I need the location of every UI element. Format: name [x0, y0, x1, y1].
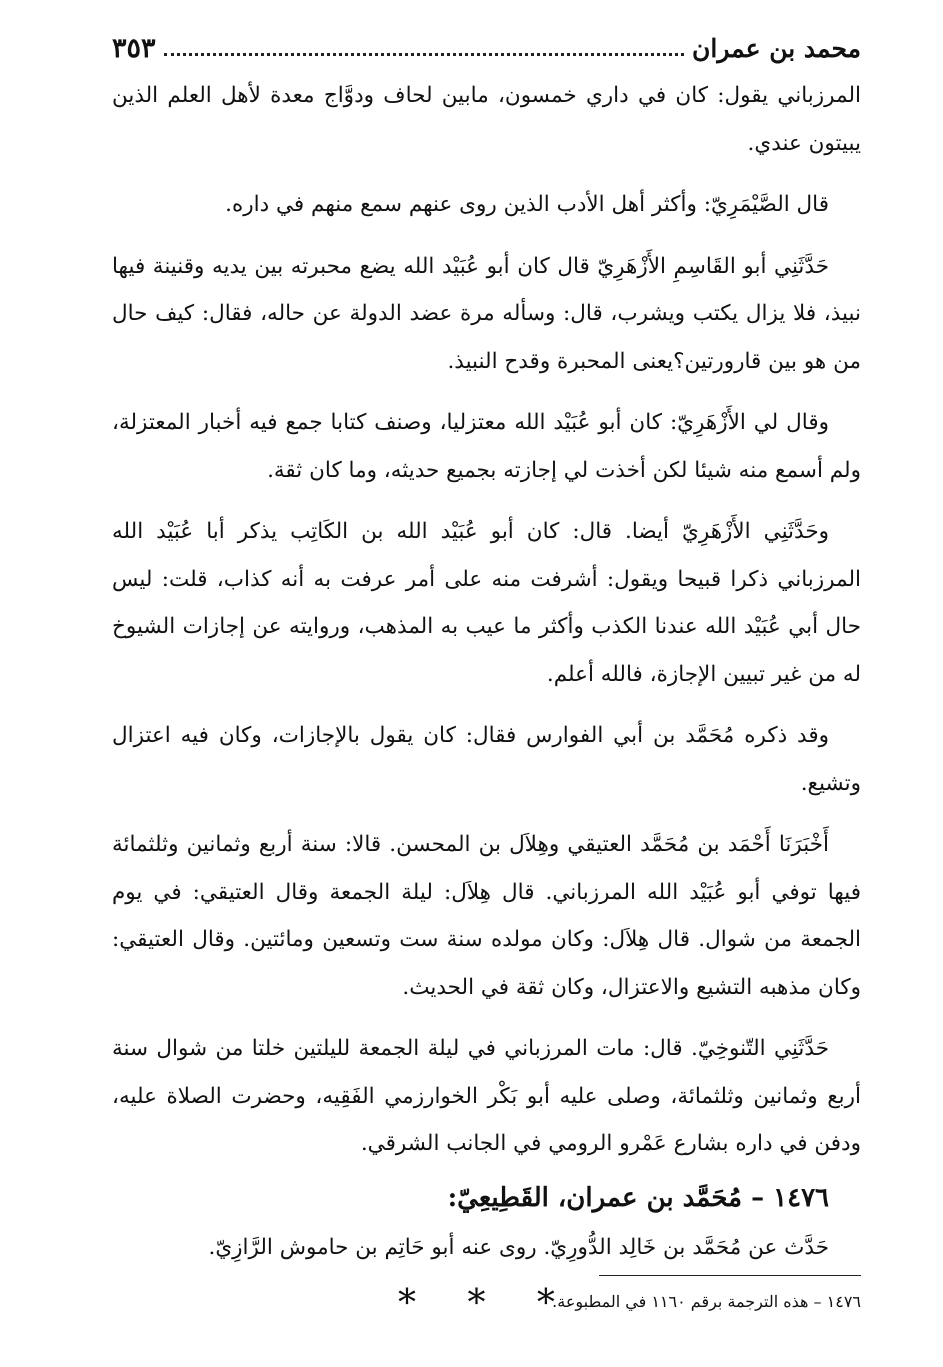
entry-text: حَدَّث عن مُحَمَّد بن خَالِد الدُّورِيّ. روى عنه أبو حَاتِم بن حاموش الرَّازِيّ.: [208, 1234, 829, 1260]
main-text: [112, 72, 861, 1329]
footnote-rule: [599, 1275, 861, 1276]
paragraph: وقال لي الأَزْهَرِيّ: كان أبو عُبَيْد الله معتزليا، وصنف كتابا جمع فيه أخبار المعتزلة، ولم أسمع منه شيئا لكن أخذت لي إجازته بجميع حديثه، وما كان ثقة.: [112, 410, 861, 483]
paragraph: حَدَّثَنِي التّنوخِيّ. قال: مات المرزباني في ليلة الجمعة لليلتين خلتا من شوال سنة أربع وثمانين وثلثمائة، وصلى عليه أبو بَكْر الخوارزمي الفَقِيه، وحضرت الصلاة عليه، ودفن في داره بشارع عَمْرو الرومي في الجانب الشرقي.: [112, 1036, 861, 1156]
paragraph: حَدَّثَنِي أبو القَاسِمِ الأَزْهَرِيّ قال كان أبو عُبَيْد الله يضع محبرته بين يديه وقنينة فيها نبيذ، فلا يزال يكتب ويشرب، قال: وسأله مرة عضد الدولة عن حاله، فقال: كيف حال من هو بين قارورتين؟يعنى المحبرة وقدح النبيذ.: [112, 253, 861, 374]
entry-heading: ١٤٧٦ – مُحَمَّد بن عمران، القَطِيعِيّ:: [447, 1182, 829, 1213]
page-number: ٣٥٣: [112, 32, 156, 64]
running-title: محمد بن عمران: [692, 33, 861, 63]
header-dotted-leader: [164, 53, 685, 56]
paragraph: وحَدَّثَنِي الأَزْهَرِيّ أيضا. قال: كان أبو عُبَيْد الله بن الكَاتِب يذكر أبا عُبَيْد الله المرزباني ذكرا قبيحا ويقول: أشرفت منه على أمر عرفت به أنه كذاب، قلت: ليس حال أبي عُبَيْد الله عندنا الكذب وأكثر ما عيب به المذهب، وروايته عن إجازات الشيوخ له من غير تبيين الإجازة، فالله أعلم.: [112, 519, 861, 687]
page-header: [112, 28, 861, 68]
paragraph: قال الصَّيْمَرِيّ: وأكثر أهل الأدب الذين روى عنهم سمع منهم في داره.: [225, 192, 829, 217]
section-separator: * * *: [398, 1283, 575, 1324]
paragraph: المرزباني يقول: كان في داري خمسون، مابين لحاف ودوَّاج معدة لأهل العلم الذين يبيتون عندي.: [112, 83, 861, 156]
footnote: ١٤٧٦ – هذه الترجمة برقم ١١٦٠ في المطبوعة.: [552, 1292, 861, 1311]
paragraph: أَخْبَرَنَا أَحْمَد بن مُحَمَّد العتيقي وهِلاَل بن المحسن. قالا: سنة أربع وثمانين وثلثمائة فيها توفي أبو عُبَيْد الله المرزباني. قال هِلاَل: ليلة الجمعة وقال العتيقي: في يوم الجمعة من شوال. قال هِلاَل: وكان مولده سنة ست وتسعين ومائتين. وقال العتيقي: وكان مذهبه التشيع والاعتزال، وكان ثقة في الحديث.: [112, 832, 861, 1000]
paragraph: وقد ذكره مُحَمَّد بن أبي الفوارس فقال: كان يقول بالإجازات، وكان فيه اعتزال وتشيع.: [112, 723, 861, 796]
